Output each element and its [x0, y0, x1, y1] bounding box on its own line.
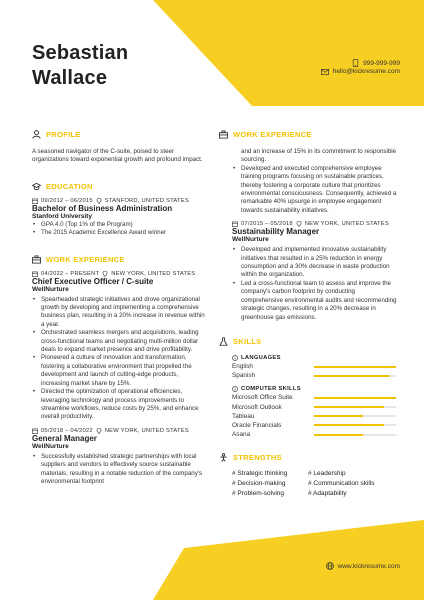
location-icon	[96, 428, 102, 434]
work-entry-ceo	[32, 271, 207, 422]
skill-label: Microsoft Office Suite	[232, 394, 293, 402]
strength-item: # Strategic thinking	[232, 470, 288, 478]
info-icon	[232, 355, 238, 361]
work-entry-gm	[32, 428, 207, 487]
skill-row	[232, 421, 397, 430]
list-item: • The 2015 Academic Excellence Award winner	[32, 229, 207, 237]
list-item: • Pioneered a culture of innovation and transformation, fostering a collaborative environment that propelled the development and launch of cutting-edge products, increasing market share by 15%.	[32, 354, 207, 388]
company-name: WellNurture	[32, 442, 69, 450]
skill-bar-fill	[314, 366, 396, 368]
education-meta	[32, 198, 207, 204]
profile-text: A seasoned navigator of the C-suite, poised to steer organizations toward exponential growth and profound impact.	[32, 148, 203, 164]
company-name: WellNurture	[32, 285, 69, 293]
list-item: • Led a cross-functional team to assess and improve the company's carbon footprint by conducting comprehensive environmental audits and recommending strategic changes, resulting in a 20% decrease in greenhouse gas emissions.	[232, 280, 397, 322]
email-contact	[321, 68, 400, 75]
work-bullets	[232, 246, 397, 322]
footer-website	[326, 562, 400, 570]
skill-bar-fill	[314, 424, 384, 426]
work-entry-sustainability	[232, 221, 397, 322]
list-item: • Developed and implemented innovative sustainability initiatives that resulted in a 25% reduction in energy consumption and a 30% decrease in waste production within the organization.	[232, 246, 397, 280]
flask-icon	[219, 337, 228, 346]
location-icon	[96, 198, 102, 204]
computer-skills-heading: COMPUTER SKILLS	[232, 386, 397, 392]
work-bullets	[32, 453, 207, 487]
skill-row	[232, 371, 397, 380]
skill-bar	[314, 375, 396, 377]
bottom-yellow-shape	[153, 520, 424, 600]
skill-row	[232, 402, 397, 411]
company-name: WellNurture	[232, 236, 269, 244]
strength-item: # Adaptability	[308, 490, 347, 498]
list-item: • Directed the optimization of operational efficiencies, leveraging technology and process improvements to streamline workflows, reduce costs by 25%, and enhance overall productivity.	[32, 388, 207, 422]
education-bullets	[32, 221, 207, 238]
briefcase-icon	[32, 255, 41, 264]
skill-bar-fill	[314, 415, 363, 417]
skill-label: Spanish	[232, 372, 256, 380]
languages-list	[232, 362, 397, 380]
first-name: Sebastian	[32, 42, 129, 64]
skill-label: Oracle Financials	[232, 421, 282, 429]
skill-bar-fill	[314, 434, 363, 436]
skill-bar	[314, 424, 396, 426]
person-icon	[32, 130, 41, 139]
skill-row	[232, 362, 397, 371]
education-entry	[32, 198, 207, 238]
work-meta	[32, 271, 207, 277]
job-title: Sustainability Manager	[232, 227, 320, 237]
person-flag-icon	[219, 453, 228, 462]
strength-item: # Leadership	[308, 470, 346, 478]
work-dates: 04/2022 – PRESENT	[41, 270, 100, 277]
info-icon	[232, 386, 238, 392]
profile-heading: PROFILE	[32, 130, 207, 139]
skill-bar	[314, 415, 396, 417]
skill-label: English	[232, 363, 253, 370]
list-item: • Successfully established strategic partnerships with local suppliers and vendors to effectively source sustainable materials, resulting in a notable reduction of the company's environmental footprint	[32, 453, 207, 487]
strengths-list	[232, 469, 397, 498]
strengths-heading: STRENGTHS	[219, 453, 397, 462]
calendar-icon	[32, 198, 38, 204]
work-dates: 07/2015 – 05/2018	[241, 221, 293, 228]
briefcase-icon	[219, 130, 228, 139]
last-name: Wallace	[32, 67, 108, 89]
candidate-name	[32, 41, 128, 91]
calendar-icon	[32, 271, 38, 277]
work-bullets	[32, 296, 207, 422]
computer-skills-list	[232, 393, 397, 439]
globe-icon	[326, 562, 334, 570]
email-address[interactable]: hello@kickresume.com	[332, 68, 400, 75]
continued-text: and an increase of 15% in its commitment to responsible sourcing.	[241, 148, 397, 164]
top-yellow-shape	[153, 0, 424, 106]
list-item: • Spearheaded strategic initiatives and drove organizational growth by developing and implementing a comprehensive business plan, resulting in a 20% increase in revenue within a year.	[32, 296, 207, 330]
graduation-icon	[32, 182, 41, 191]
work-dates: 05/2018 – 04/2022	[41, 427, 93, 434]
mail-icon	[321, 69, 329, 75]
right-column	[232, 130, 397, 498]
strength-item: # Communication skills	[308, 480, 375, 488]
strength-item: # Problem-solving	[232, 490, 285, 498]
work-meta	[32, 428, 207, 434]
skill-label: Tableau	[232, 412, 255, 420]
location-icon	[102, 271, 108, 277]
work-location: NEW YORK, UNITED STATES	[104, 427, 189, 434]
website-link[interactable]: www.kickresume.com	[337, 562, 400, 570]
skill-row	[232, 393, 397, 402]
phone-contact	[352, 59, 400, 67]
education-heading: EDUCATION	[32, 182, 207, 191]
work-location: NEW YORK, UNITED STATES	[111, 270, 196, 277]
list-item: • Orchestrated seamless mergers and acquisitions, leading cross-functional teams and negotiating multi-million dollar deals to expand market presence and drive profitability.	[32, 329, 207, 354]
education-degree: Bachelor of Business Administration	[32, 203, 173, 213]
work-location: NEW YORK, UNITED STATES	[304, 221, 389, 228]
strength-item: # Decision-making	[232, 480, 286, 488]
skill-bar	[314, 397, 396, 399]
skill-bar-fill	[314, 375, 389, 377]
skill-row	[232, 430, 397, 439]
skill-bar	[314, 406, 396, 408]
skill-row	[232, 412, 397, 421]
skill-bar	[314, 434, 396, 436]
phone-icon	[352, 59, 359, 67]
languages-heading: LANGUAGES	[232, 355, 397, 361]
education-school: Stanford University	[32, 212, 92, 220]
job-title: General Manager	[32, 433, 97, 443]
list-item: • Developed and executed comprehensive employee training programs focusing on sustainable practices, thereby fostering a corporate culture that prioritizes environmental consciousness. Consequently, achieved a remarkable 40% upsurge in employee engagement towards sustainability initiatives.	[232, 165, 397, 215]
calendar-icon	[32, 428, 38, 434]
skills-heading: SKILLS	[219, 337, 397, 346]
skill-label: Asana	[232, 431, 251, 439]
education-dates: 09/2012 – 06/2015	[41, 197, 93, 204]
education-location: STANFORD, UNITED STATES	[104, 197, 189, 204]
continued-bullets	[232, 165, 397, 215]
left-column	[32, 130, 207, 486]
skill-bar-fill	[314, 406, 384, 408]
job-title: Chief Executive Officer / C-suite	[32, 276, 154, 286]
phone-number: 999-999-999	[363, 59, 400, 67]
work-experience-heading-left: WORK EXPERIENCE	[32, 255, 207, 264]
skill-label: Microsoft Outlook	[232, 403, 282, 411]
work-experience-heading-right: WORK EXPERIENCE	[219, 130, 397, 139]
skill-bar-fill	[314, 397, 396, 399]
list-item: • GPA 4.0 (Top 1% of the Program)	[32, 221, 207, 229]
skill-bar	[314, 366, 396, 368]
